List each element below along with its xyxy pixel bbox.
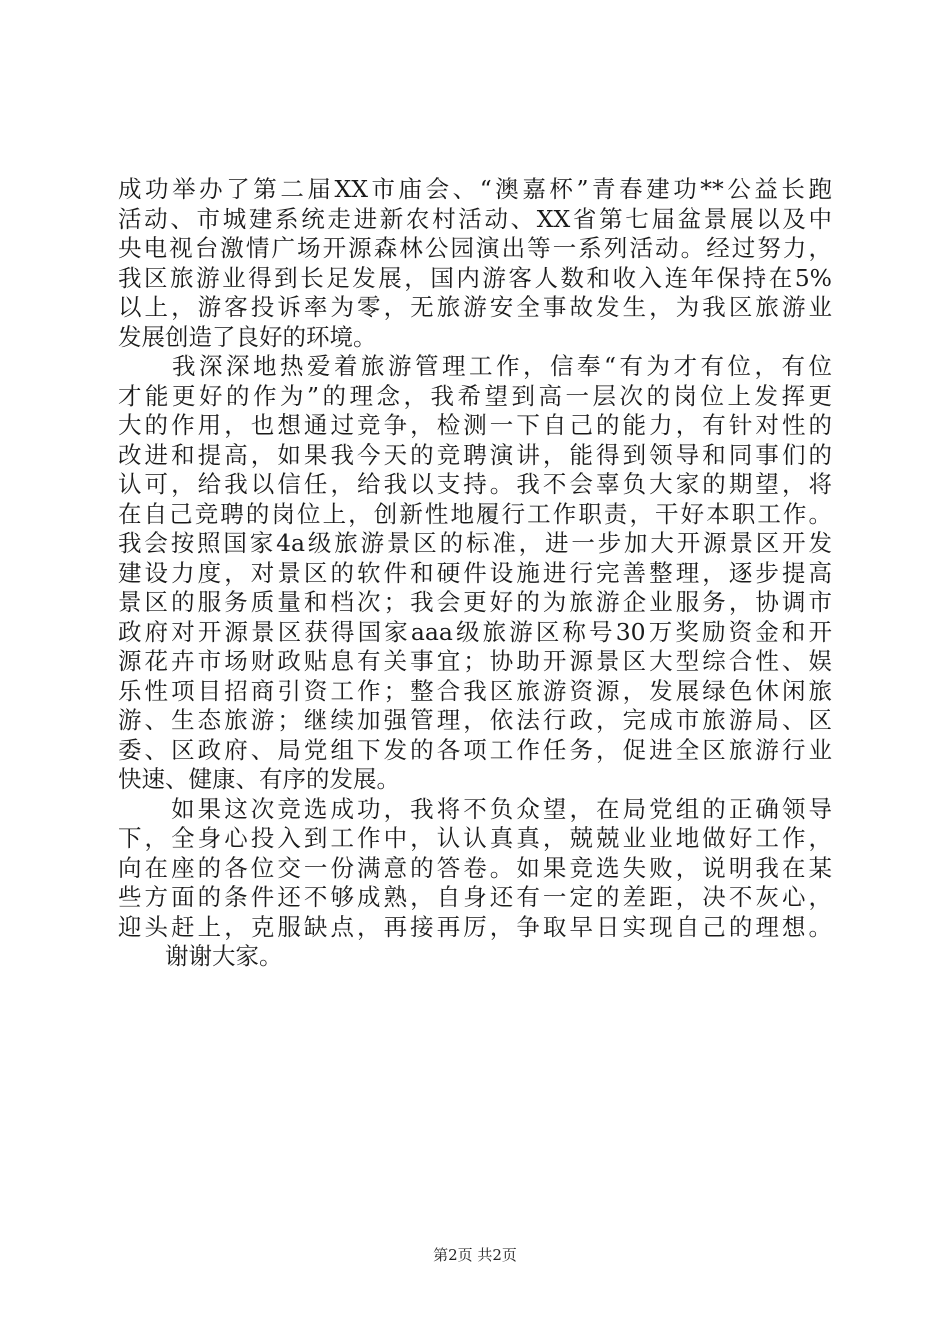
text-line: 委、区政府、局党组下发的各项工作任务，促进全区旅游行业: [118, 735, 832, 764]
text-line: 在自己竞聘的岗位上，创新性地履行工作职责，干好本职工作。: [118, 499, 832, 528]
text-line: 快速、健康、有序的发展。: [118, 765, 400, 793]
text-line: 景区的服务质量和档次；我会更好的为旅游企业服务，协调市: [118, 588, 832, 616]
text-line: 建设力度，对景区的软件和硬件设施进行完善整理，逐步提高: [118, 558, 832, 587]
text-line: 些方面的条件还不够成熟，自身还有一定的差距，决不灰心，: [118, 883, 832, 911]
body-text: [118, 175, 832, 972]
text-line: 谢谢大家。: [118, 942, 283, 970]
text-line: 成功举办了第二届XX市庙会、“澳嘉杯”青春建功**公益长跑: [118, 175, 832, 203]
text-line: 才能更好的作为”的理念，我希望到高一层次的岗位上发挥更: [118, 381, 832, 410]
text-line: 乐性项目招商引资工作；整合我区旅游资源，发展绿色休闲旅: [118, 676, 832, 705]
text-line: 我深深地热爱着旅游管理工作，信奉“有为才有位，有位: [118, 352, 832, 380]
text-line: 向在座的各位交一份满意的答卷。如果竞选失败，说明我在某: [118, 853, 832, 882]
text-line: 政府对开源景区获得国家aaa级旅游区称号30万奖励资金和开: [118, 617, 832, 646]
text-line: 游、生态旅游；继续加强管理，依法行政，完成市旅游局、区: [118, 706, 832, 734]
text-line: 我区旅游业得到长足发展，国内游客人数和收入连年保持在5%: [118, 263, 832, 292]
text-line: 大的作用，也想通过竞争，检测一下自己的能力，有针对性的: [118, 411, 832, 439]
text-line: 迎头赶上，克服缺点，再接再厉，争取早日实现自己的理想。: [118, 912, 832, 941]
text-line: 我会按照国家4a级旅游景区的标准，进一步加大开源景区开发: [118, 529, 832, 557]
text-line: 改进和提高，如果我今天的竞聘演讲，能得到领导和同事们的: [118, 440, 832, 469]
text-line: 活动、市城建系统走进新农村活动、XX省第七届盆景展以及中: [118, 204, 832, 233]
text-line: 以上，游客投诉率为零，无旅游安全事故发生，为我区旅游业: [118, 293, 832, 321]
text-line: 下，全身心投入到工作中，认认真真，兢兢业业地做好工作，: [118, 824, 832, 852]
text-line: 源花卉市场财政贴息有关事宜；协助开源景区大型综合性、娱: [118, 647, 832, 675]
text-line: 央电视台激情广场开源森林公园演出等一系列活动。经过努力，: [118, 234, 832, 262]
text-line: 认可，给我以信任，给我以支持。我不会辜负大家的期望，将: [118, 470, 832, 498]
page-number-footer: 第2页 共2页: [433, 1246, 517, 1264]
text-line: 如果这次竞选成功，我将不负众望，在局党组的正确领导: [118, 794, 832, 823]
text-line: 发展创造了良好的环境。: [118, 322, 377, 351]
